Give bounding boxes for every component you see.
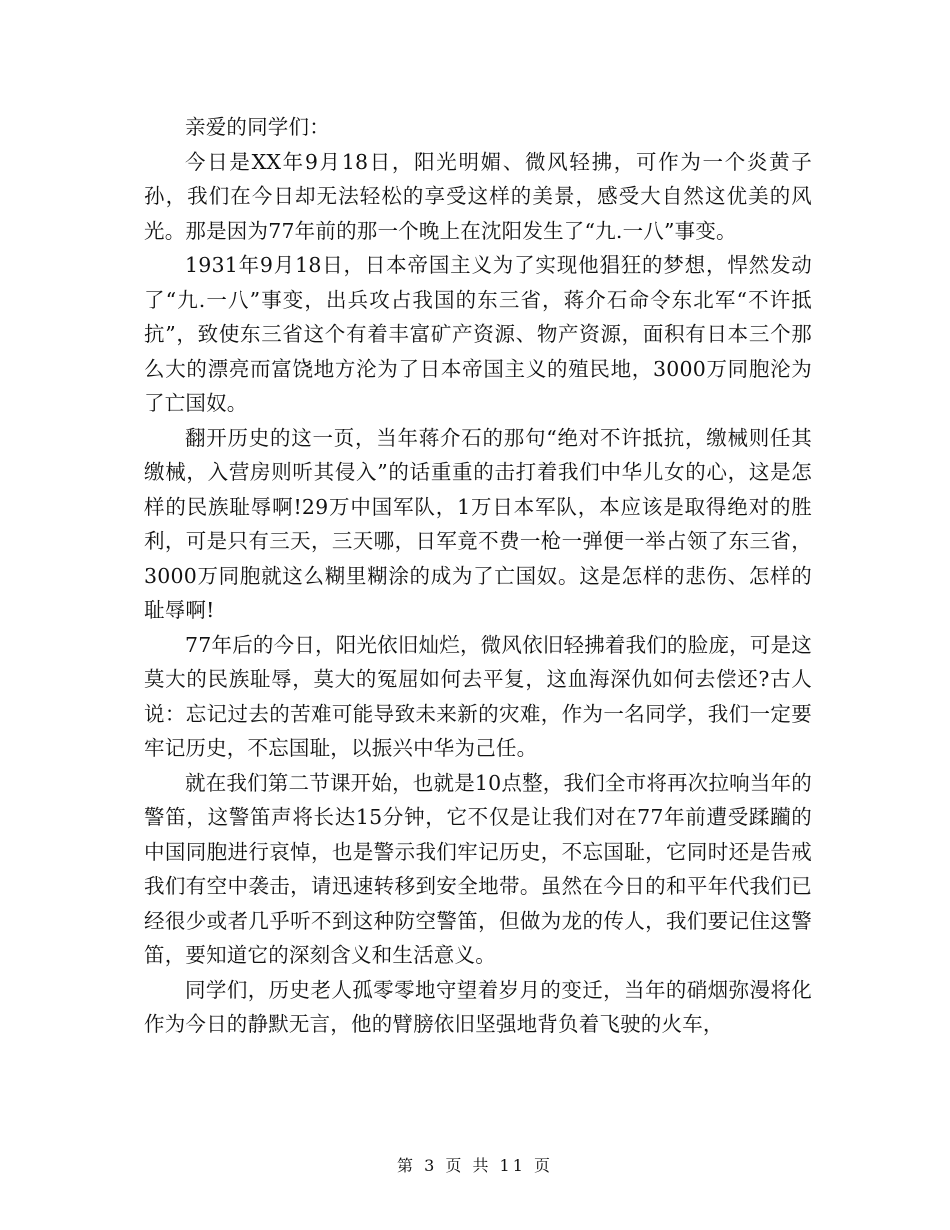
paragraph-6: 同学们，历史老人孤零零地守望着岁月的变迁，当年的硝烟弥漫将化作为今日的静默无言，他的臂膀依旧坚强地背负着飞驶的火车， — [144, 977, 812, 1036]
paragraph-1: 今日是XX年9月18日，阳光明媚、微风轻拂，可作为一个炎黄子孙，我们在今日却无法轻松的享受这样的美景，感受大自然这优美的风光。那是因为77年前的那一个晚上在沈阳发生了“九.一八”事变。 — [144, 149, 812, 243]
document-body — [144, 110, 812, 1042]
paragraph-3: 翻开历史的这一页，当年蒋介石的那句“绝对不许抵抗，缴械则任其缴械，入营房则听其侵入”的话重重的击打着我们中华儿女的心，这是怎样的民族耻辱啊!29万中国军队，1万日本军队，本应该是取得绝对的胜利，可是只有三天，三天哪，日军竟不费一枪一弹便一举占领了东三省，3000万同胞就这么糊里糊涂的成为了亡国奴。这是怎样的悲伤、怎样的耻辱啊! — [144, 425, 812, 622]
page-number-footer: 第 3 页 共 11 页 — [397, 1156, 553, 1175]
paragraph-4: 77年后的今日，阳光依旧灿烂，微风依旧轻拂着我们的脸庞，可是这莫大的民族耻辱，莫大的冤屈如何去平复，这血海深仇如何去偿还?古人说：忘记过去的苦难可能导致未来新的灾难，作为一名同学，我们一定要牢记历史，不忘国耻，以振兴中华为己任。 — [144, 632, 812, 760]
salutation: 亲爱的同学们： — [185, 115, 330, 139]
paragraph-5: 就在我们第二节课开始，也就是10点整，我们全市将再次拉响当年的警笛，这警笛声将长达15分钟，它不仅是让我们对在77年前遭受蹂躏的中国同胞进行哀悼，也是警示我们牢记历史，不忘国耻，它同时还是告戒我们有空中袭击，请迅速转移到安全地带。虽然在今日的和平年代我们已经很少或者几乎听不到这种防空警笛，但做为龙的传人，我们要记住这警笛，要知道它的深刻含义和生活意义。 — [144, 770, 812, 967]
paragraph-2: 1931年9月18日，日本帝国主义为了实现他猖狂的梦想，悍然发动了“九.一八”事变，出兵攻占我国的东三省，蒋介石命令东北军“不许抵抗”，致使东三省这个有着丰富矿产资源、物产资源，面积有日本三个那么大的漂亮而富饶地方沦为了日本帝国主义的殖民地，3000万同胞沦为了亡国奴。 — [144, 253, 812, 415]
